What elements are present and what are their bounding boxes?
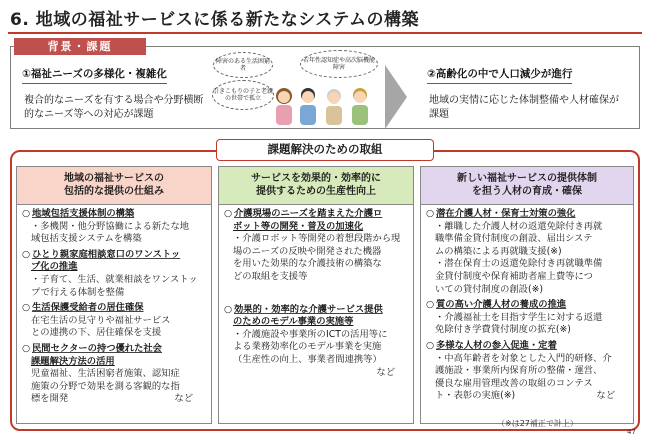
item-heading: ○ 地域包括支援体制の構築 [22,208,135,219]
person-woman-icon [276,88,292,125]
person-man-icon [300,88,316,125]
item-heading: ○ 民間セクターの持つ優れた社会 [22,342,162,354]
column-1-header: 地域の福祉サービスの 包括的な提供の仕組み [17,167,211,205]
people-illustration [272,82,382,126]
column-3-header: 新しい福祉サービスの提供体制 を担う人材の育成・確保 [421,167,633,205]
column-comprehensive-services: 地域の福祉サービスの 包括的な提供の仕組み ○ 地域包括支援体制の構築 ・多機関・他分野協働による新たな地 域包括支援システムを構築 ○ ひとり親家庭相談窓口のワンストッ プ化の推進 ・子育て、生活、就業相談をワンストッ プで行える体制を整備 ○ 生活保護受給者の居住確保 在宅生活の見守りや福祉サービス との連携の下、居住確保を支援 ○ 民間セクターの持つ優れた社会 課題解決方法の活用 児童福祉、生活困窮者施策、認知症 施策の分野で効果を測る客観的な指 標を開発 など [16,166,212,424]
bubble-dementia: 若年性認知症や高次脳機能障害 [300,50,378,78]
solutions-title: 課題解決のための取組 [216,139,434,161]
bubble-disabled-poverty: 障害のある生活困窮者 [213,52,273,78]
background-left-heading: ①福祉ニーズの多様化・複雑化 [22,68,167,80]
column-productivity: サービスを効果的・効率的に 提供するための生産性向上 ○ 介護現場のニーズを踏まえた介護ロ ボット等の開発・普及の加速化 ・介護ロボット等開発の着想段階から現 場のニーズの反映や開発された機器 を用いた効果的な介護技術の構築な どの取組を支援等 ○ 効果的・効率的な介護サービス提供 のためのモデル事業の実施等 ・介護施設や事業所のICTの活用等に よる業務効率化のモデル事業を実施 （生産性の向上、事業者間連携等） など [218,166,414,424]
title-underline [8,32,642,34]
item-heading: ○ 生活保護受給者の居住確保 [22,302,144,314]
item-heading: ○ ひとり親家庭相談窓口のワンストッ [22,248,181,260]
background-left-text: 複合的なニーズを有する場合や分野横断的なニーズ等への対応が課題 [24,95,204,120]
page-title: 6. 地域の福祉サービスに係る新たなシステムの構築 [10,10,420,30]
item-heading: ○ 効果的・効率的な介護サービス提供 [224,303,383,315]
arrow-right-icon [385,65,407,129]
column-2-header: サービスを効果的・効率的に 提供するための生産性向上 [219,167,413,205]
item-heading: ○ 介護現場のニーズを踏まえた介護ロ [224,208,383,219]
column-human-resources: 新しい福祉サービスの提供体制 を担う人材の育成・確保 ○ 潜在介護人材・保育士対策の強化 ・離職した介護人材の返還免除付き再就 職準備金貸付制度の創設、届出システ ムの構築による再就職支援(※) ・潜在保育士の返還免除付き再就職準備 金貸付制度や保育補助者雇上費等につ いての貸付制度の創設(※) ○ 質の高い介護人材の養成の推進 ・介護福祉士を目指す学生に対する返還 免除付き学費貸付制度の拡充(※) ○ 多様な人材の参入促進・定着 ・中高年齢者を対象とした入門的研修、介 護施設・事業所内保育所の整備・運営、 優良な雇用管理改善の取組のコンテス ト・表彰の実施(※) など [420,166,634,424]
background-right-heading: ②高齢化の中で人口減少が進行 [427,68,573,80]
person-elder-icon [326,89,342,125]
item-heading: ○ 多様な人材の参入促進・定着 [426,339,557,351]
background-right-text: 地域の実情に応じた体制整備や人材確保が課題 [429,95,619,120]
page-number: 47 [627,428,636,436]
person-youth-icon [352,88,368,125]
background-label: 背景・課題 [14,38,146,55]
footnote: （※は27補正で計上） [497,419,578,428]
item-heading: ○ 質の高い介護人材の養成の推進 [426,299,567,311]
bubble-isolated-household: 引きこもりの子と老親の世帯で孤立 [212,80,274,110]
item-heading: ○ 潜在介護人材・保育士対策の強化 [426,208,576,219]
